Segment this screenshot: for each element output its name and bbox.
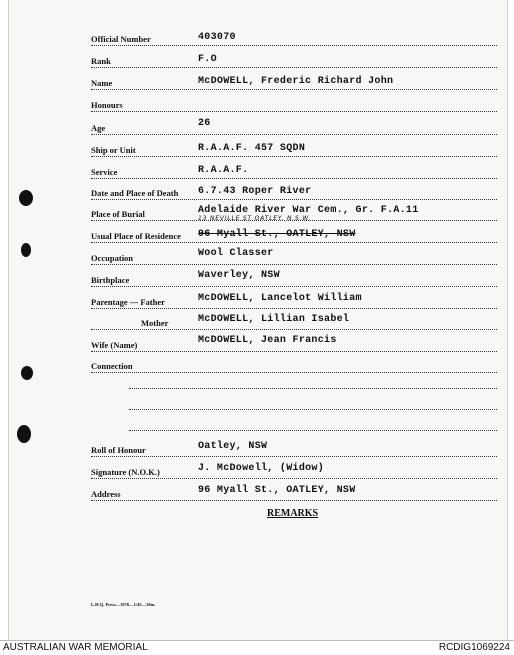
field-value: McDOWELL, Frederic Richard John <box>198 76 394 87</box>
printer-imprint: L.H.Q. Press—1976—1/45—30m. <box>91 602 156 607</box>
field-label: Official Number <box>91 34 151 44</box>
field-value: R.A.A.F. <box>198 165 249 176</box>
field-value: 96 Myall St., OATLEY, NSW <box>198 485 356 496</box>
field-label: Parentage — Father <box>91 297 165 307</box>
field-label: Signature (N.O.K.) <box>91 467 160 477</box>
document-page <box>8 0 508 640</box>
field-official-number <box>91 29 497 46</box>
field-name <box>91 73 497 90</box>
field-value: 6.7.43 Roper River <box>198 186 312 197</box>
field-usual-place-of-residence <box>91 215 497 243</box>
field-value: R.A.A.F. 457 SQDN <box>198 143 306 154</box>
connection-continuation-line <box>129 414 497 431</box>
punch-hole <box>19 190 33 206</box>
field-mother <box>91 313 497 330</box>
footer-record-id: RCDIG1069224 <box>438 642 510 653</box>
field-roll-of-honour <box>91 440 497 457</box>
field-value: McDOWELL, Lancelot William <box>198 293 362 304</box>
field-parentage-father <box>91 292 497 309</box>
field-label: Rank <box>91 56 111 66</box>
field-value: McDOWELL, Jean Francis <box>198 335 337 346</box>
field-address <box>91 484 497 501</box>
field-age <box>91 118 497 135</box>
field-value: Waverley, NSW <box>198 270 280 281</box>
field-service <box>91 162 497 179</box>
field-value: Oatley, NSW <box>198 441 268 452</box>
remarks-heading: REMARKS <box>267 508 319 519</box>
field-value: Adelaide River War Cem., Gr. F.A.11 <box>198 205 419 216</box>
punch-hole <box>17 425 31 443</box>
field-label: Honours <box>91 100 123 110</box>
field-label: Address <box>91 489 121 499</box>
field-value: 26 <box>198 118 211 129</box>
field-ship-or-unit <box>91 140 497 157</box>
field-connection <box>91 356 497 373</box>
field-value: F.O <box>198 54 217 65</box>
field-label: Birthplace <box>91 275 130 285</box>
punch-hole <box>21 243 31 257</box>
field-value: 403070 <box>198 32 236 43</box>
field-label: Ship or Unit <box>91 145 136 155</box>
field-honours <box>91 95 497 112</box>
field-label: Service <box>91 167 118 177</box>
footer-source: AUSTRALIAN WAR MEMORIAL <box>3 642 148 653</box>
archive-footer <box>0 640 514 655</box>
field-signature-nok <box>91 462 497 479</box>
field-label: Age <box>91 123 106 133</box>
field-label: Name <box>91 78 113 88</box>
field-label: Mother <box>141 318 169 328</box>
field-value: 96 Myall St., OATLEY, NSW <box>198 229 356 240</box>
field-label: Usual Place of Residence <box>91 231 181 241</box>
field-occupation <box>91 248 497 265</box>
field-label: Wife (Name) <box>91 340 138 350</box>
punch-hole <box>21 366 33 380</box>
field-label: Occupation <box>91 253 134 263</box>
field-date-place-of-death <box>91 183 497 200</box>
field-label: Roll of Honour <box>91 445 146 455</box>
field-label: Connection <box>91 361 133 371</box>
field-birthplace <box>91 270 497 287</box>
field-value: Wool Classer <box>198 248 274 259</box>
connection-continuation-line <box>129 372 497 389</box>
field-label: Place of Burial <box>91 209 145 219</box>
handwritten-amendment: 13 NEVILLE ST OATLEY. N.S.W. <box>198 215 312 222</box>
field-value: McDOWELL, Lillian Isabel <box>198 314 350 325</box>
field-wife <box>91 335 497 352</box>
connection-continuation-line <box>129 393 497 410</box>
field-value: J. McDowell, (Widow) <box>198 463 325 474</box>
field-rank <box>91 51 497 68</box>
field-label: Date and Place of Death <box>91 188 179 198</box>
